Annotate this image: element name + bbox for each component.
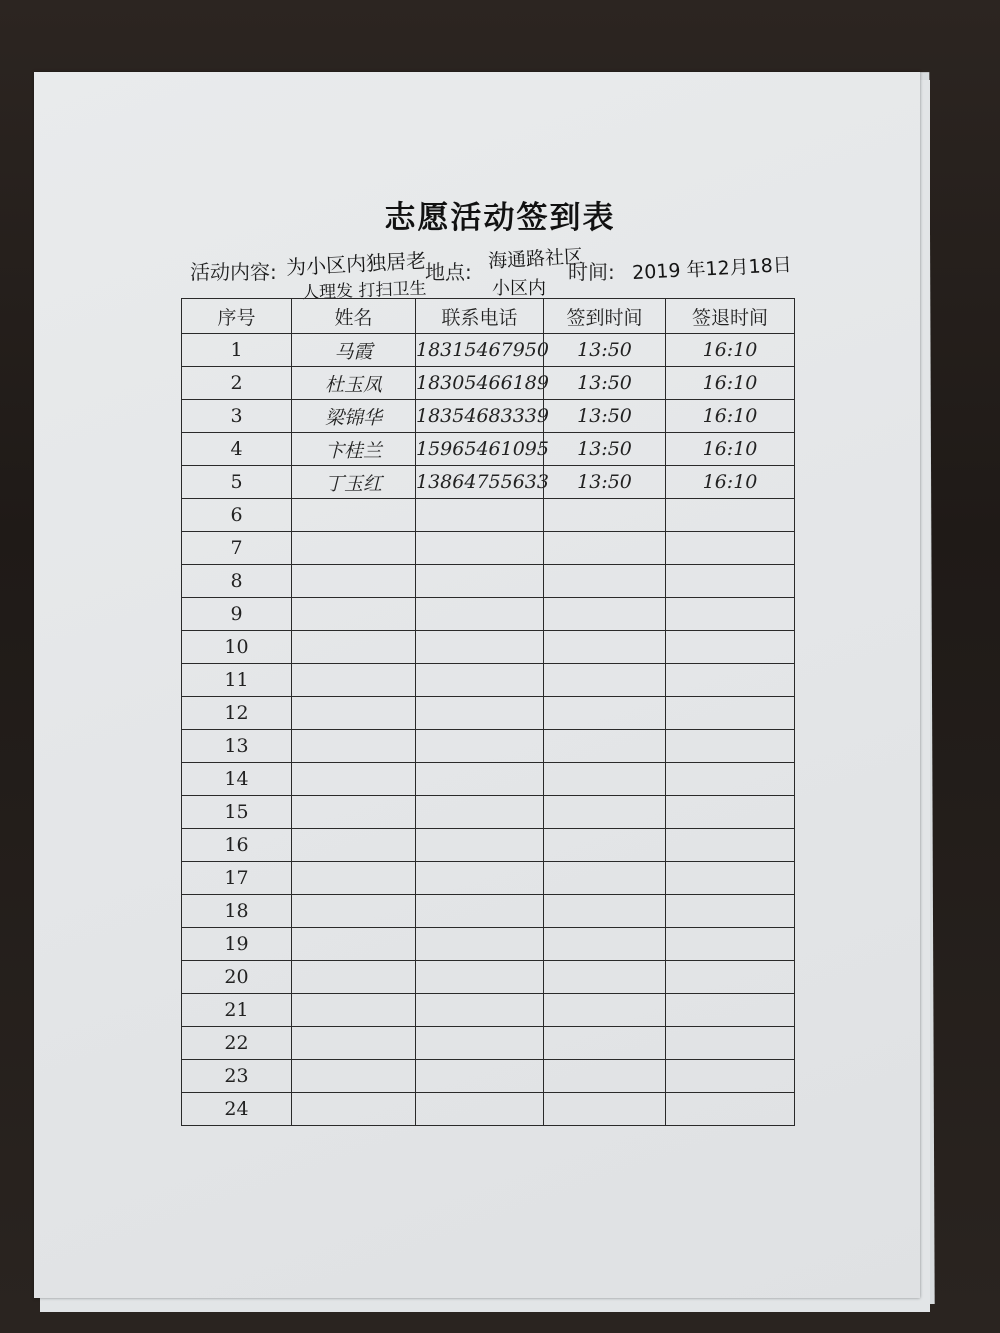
phone-cell — [416, 928, 544, 961]
table-row — [182, 796, 795, 829]
row-number: 2 — [182, 367, 292, 400]
phone-cell — [416, 763, 544, 796]
sign-out-time-cell — [666, 1027, 795, 1060]
sign-out-time-cell — [666, 631, 795, 664]
row-number: 24 — [182, 1093, 292, 1126]
row-number: 23 — [182, 1060, 292, 1093]
row-number: 20 — [182, 961, 292, 994]
sign-in-time-cell: 13:50 — [544, 433, 666, 466]
sign-in-time-cell — [544, 763, 666, 796]
name-cell — [292, 763, 416, 796]
row-number: 13 — [182, 730, 292, 763]
sign-out-time-cell — [666, 532, 795, 565]
row-number: 10 — [182, 631, 292, 664]
table-row — [182, 532, 795, 565]
row-number: 15 — [182, 796, 292, 829]
name-cell — [292, 1060, 416, 1093]
sign-in-time-cell: 13:50 — [544, 367, 666, 400]
name-cell: 梁锦华 — [292, 400, 416, 433]
sign-out-time-cell — [666, 796, 795, 829]
table-header-row — [182, 299, 795, 334]
sign-in-time-cell — [544, 499, 666, 532]
phone-cell — [416, 499, 544, 532]
sign-out-time-cell — [666, 598, 795, 631]
sign-in-time-cell — [544, 697, 666, 730]
table-row — [182, 367, 795, 400]
header-no: 序号 — [182, 299, 292, 334]
table-row — [182, 763, 795, 796]
activity-value-line2: 人理发 打扫卫生 — [301, 278, 427, 304]
table-row — [182, 433, 795, 466]
sign-in-time-cell — [544, 961, 666, 994]
sign-in-time-cell — [544, 994, 666, 1027]
sign-in-time-cell — [544, 664, 666, 697]
sign-out-time-cell — [666, 862, 795, 895]
name-cell — [292, 796, 416, 829]
table-row — [182, 895, 795, 928]
row-number: 3 — [182, 400, 292, 433]
sign-out-time-cell: 16:10 — [666, 466, 795, 499]
sign-in-time-cell — [544, 1093, 666, 1126]
row-number: 22 — [182, 1027, 292, 1060]
name-cell — [292, 961, 416, 994]
sign-in-time-cell: 13:50 — [544, 400, 666, 433]
row-number: 21 — [182, 994, 292, 1027]
name-cell — [292, 928, 416, 961]
sign-in-time-cell — [544, 928, 666, 961]
name-cell — [292, 499, 416, 532]
table-row — [182, 664, 795, 697]
name-cell — [292, 895, 416, 928]
sign-in-time-cell — [544, 532, 666, 565]
row-number: 18 — [182, 895, 292, 928]
activity-label: 活动内容: — [190, 260, 277, 284]
phone-cell — [416, 862, 544, 895]
activity-value-line1: 为小区内独居老 — [285, 248, 427, 280]
phone-cell — [416, 1093, 544, 1126]
sign-in-time-cell — [544, 1027, 666, 1060]
table-row — [182, 862, 795, 895]
header-sign-out-time: 签退时间 — [666, 299, 795, 334]
sign-out-time-cell — [666, 961, 795, 994]
row-number: 19 — [182, 928, 292, 961]
sign-in-table — [181, 298, 795, 1126]
phone-cell — [416, 895, 544, 928]
name-cell: 马霞 — [292, 334, 416, 367]
name-cell — [292, 862, 416, 895]
name-cell: 杜玉凤 — [292, 367, 416, 400]
sign-out-time-cell — [666, 664, 795, 697]
name-cell — [292, 1093, 416, 1126]
sign-in-time-cell — [544, 565, 666, 598]
sheet-title: 志愿活动签到表 — [384, 200, 616, 236]
sign-out-time-cell: 16:10 — [666, 334, 795, 367]
row-number: 12 — [182, 697, 292, 730]
header-sign-in-time: 签到时间 — [544, 299, 666, 334]
sign-out-time-cell — [666, 499, 795, 532]
time-value: 2019 年12月18日 — [631, 253, 793, 285]
sign-in-time-cell — [544, 895, 666, 928]
sign-in-time-cell — [544, 829, 666, 862]
table-row — [182, 1027, 795, 1060]
phone-cell — [416, 598, 544, 631]
phone-cell — [416, 730, 544, 763]
name-cell — [292, 565, 416, 598]
sign-in-time-cell — [544, 1060, 666, 1093]
sign-out-time-cell — [666, 763, 795, 796]
table-row — [182, 730, 795, 763]
row-number: 9 — [182, 598, 292, 631]
sign-out-time-cell — [666, 928, 795, 961]
time-label: 时间: — [568, 260, 615, 284]
table-row — [182, 1060, 795, 1093]
table-row — [182, 499, 795, 532]
row-number: 5 — [182, 466, 292, 499]
sign-in-time-cell: 13:50 — [544, 466, 666, 499]
phone-cell: 18354683339 — [416, 400, 544, 433]
name-cell — [292, 532, 416, 565]
sign-out-time-cell — [666, 1060, 795, 1093]
sign-out-time-cell: 16:10 — [666, 400, 795, 433]
sign-in-time-cell — [544, 796, 666, 829]
sign-out-time-cell — [666, 829, 795, 862]
phone-cell — [416, 994, 544, 1027]
phone-cell — [416, 961, 544, 994]
table-row — [182, 334, 795, 367]
name-cell: 丁玉红 — [292, 466, 416, 499]
location-value-line2: 小区内 — [492, 278, 546, 299]
phone-cell — [416, 664, 544, 697]
phone-cell — [416, 565, 544, 598]
sign-out-time-cell — [666, 730, 795, 763]
row-number: 7 — [182, 532, 292, 565]
sign-in-time-cell — [544, 862, 666, 895]
name-cell — [292, 631, 416, 664]
phone-cell: 18315467950 — [416, 334, 544, 367]
header-name: 姓名 — [292, 299, 416, 334]
sign-out-time-cell — [666, 994, 795, 1027]
table-row — [182, 994, 795, 1027]
phone-cell — [416, 829, 544, 862]
sign-in-time-cell — [544, 730, 666, 763]
name-cell — [292, 1027, 416, 1060]
phone-cell: 13864755633 — [416, 466, 544, 499]
table-row — [182, 697, 795, 730]
sign-in-time-cell: 13:50 — [544, 334, 666, 367]
name-cell — [292, 994, 416, 1027]
row-number: 1 — [182, 334, 292, 367]
row-number: 11 — [182, 664, 292, 697]
row-number: 6 — [182, 499, 292, 532]
phone-cell — [416, 1060, 544, 1093]
phone-cell — [416, 796, 544, 829]
phone-cell — [416, 1027, 544, 1060]
name-cell — [292, 664, 416, 697]
row-number: 8 — [182, 565, 292, 598]
table-row — [182, 829, 795, 862]
row-number: 17 — [182, 862, 292, 895]
sign-out-time-cell: 16:10 — [666, 367, 795, 400]
name-cell: 卞桂兰 — [292, 433, 416, 466]
sign-out-time-cell: 16:10 — [666, 433, 795, 466]
table-row — [182, 565, 795, 598]
name-cell — [292, 598, 416, 631]
sign-out-time-cell — [666, 1093, 795, 1126]
row-number: 16 — [182, 829, 292, 862]
phone-cell — [416, 631, 544, 664]
name-cell — [292, 697, 416, 730]
sign-out-time-cell — [666, 565, 795, 598]
phone-cell: 15965461095 — [416, 433, 544, 466]
sign-out-time-cell — [666, 697, 795, 730]
row-number: 4 — [182, 433, 292, 466]
sign-in-time-cell — [544, 631, 666, 664]
table-row — [182, 961, 795, 994]
row-number: 14 — [182, 763, 292, 796]
table-row — [182, 598, 795, 631]
phone-cell — [416, 532, 544, 565]
table-row — [182, 631, 795, 664]
name-cell — [292, 829, 416, 862]
location-value-line1: 海通路社区 — [487, 245, 584, 273]
table-row — [182, 1093, 795, 1126]
sign-in-time-cell — [544, 598, 666, 631]
sign-out-time-cell — [666, 895, 795, 928]
location-label: 地点: — [425, 260, 472, 284]
table-row — [182, 928, 795, 961]
header-phone: 联系电话 — [416, 299, 544, 334]
table-row — [182, 400, 795, 433]
phone-cell: 18305466189 — [416, 367, 544, 400]
name-cell — [292, 730, 416, 763]
table-row — [182, 466, 795, 499]
phone-cell — [416, 697, 544, 730]
